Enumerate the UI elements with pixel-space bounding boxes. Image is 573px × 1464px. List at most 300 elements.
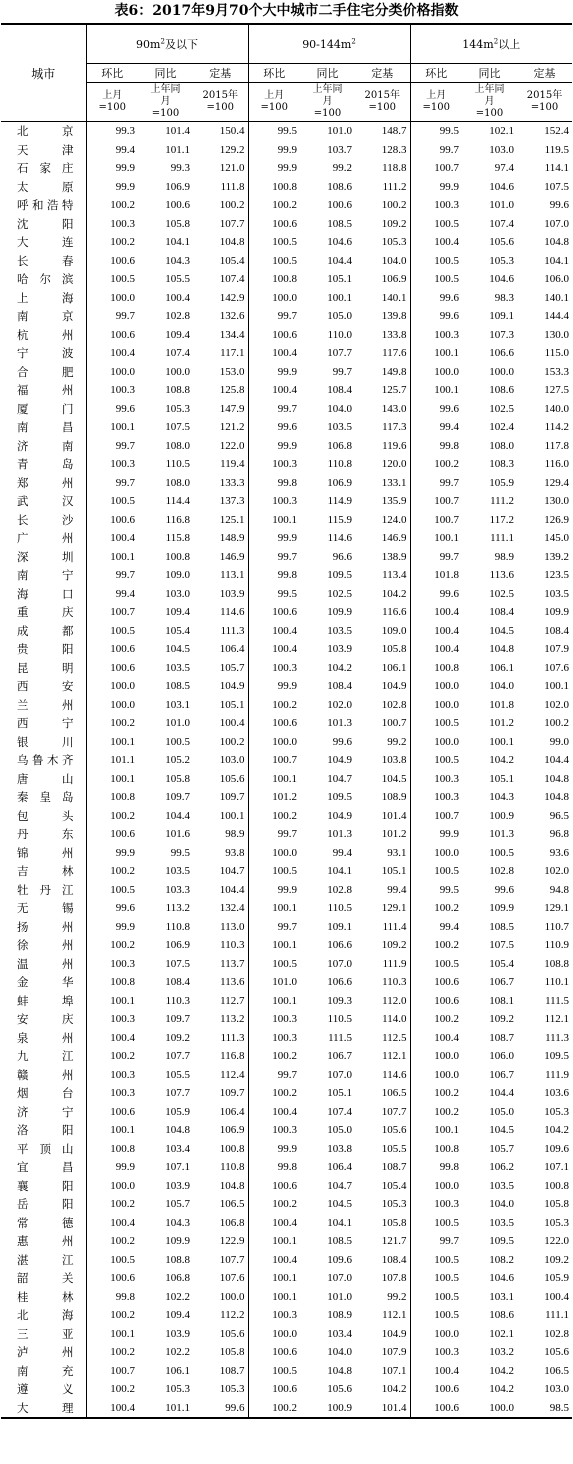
index-value: 99.4 — [410, 918, 462, 937]
index-value: 104.2 — [381, 1383, 407, 1396]
index-value: 106.1 — [165, 1364, 190, 1377]
index-value: 108.8 — [165, 1253, 190, 1266]
index-value: 100.3 — [86, 215, 138, 234]
index-value: 105.1 — [327, 1087, 352, 1100]
index-value: 109.4 — [165, 1309, 190, 1322]
index-value: 107.9 — [381, 1346, 407, 1359]
index-value: 100.4 — [410, 640, 462, 659]
index-value: 100.1 — [248, 1269, 300, 1288]
table-row — [1, 881, 572, 900]
index-value: 100.6 — [86, 825, 138, 844]
index-value: 104.2 — [544, 1124, 569, 1137]
city-name: 泉 州 — [17, 1030, 74, 1045]
index-value: 100.3 — [86, 455, 138, 474]
city-name: 银 川 — [17, 734, 74, 749]
index-value: 100.8 — [86, 973, 138, 992]
index-value: 106.1 — [381, 661, 407, 674]
index-value: 100.3 — [86, 955, 138, 974]
table-row — [1, 529, 572, 548]
index-value: 149.8 — [381, 365, 407, 378]
index-value: 105.9 — [544, 1272, 569, 1285]
index-value: 100.0 — [219, 1290, 245, 1303]
index-value: 100.4 — [86, 529, 138, 548]
index-value: 126.9 — [544, 513, 569, 526]
index-value: 101.3 — [327, 828, 352, 841]
index-value: 109.7 — [219, 791, 245, 804]
index-value: 107.1 — [544, 1161, 569, 1174]
index-value: 100.3 — [248, 659, 300, 678]
index-value: 103.8 — [327, 1142, 352, 1155]
city-name: 福 州 — [17, 383, 74, 398]
index-value: 122.0 — [544, 1235, 569, 1248]
index-value: 100.7 — [410, 492, 462, 511]
index-value: 124.0 — [381, 513, 407, 526]
index-value: 137.3 — [219, 495, 245, 508]
index-value: 110.3 — [382, 976, 407, 989]
index-value: 105.9 — [165, 1105, 190, 1118]
city-name: 桂 林 — [17, 1289, 74, 1304]
index-value: 119.4 — [220, 458, 245, 471]
index-value: 107.6 — [544, 661, 569, 674]
index-value: 99.3 — [86, 122, 138, 141]
index-value: 99.9 — [248, 437, 300, 456]
index-value: 112.1 — [544, 1013, 569, 1026]
index-value: 104.8 — [544, 236, 569, 249]
index-value: 104.5 — [165, 643, 190, 656]
index-value: 104.0 — [489, 680, 514, 693]
index-value: 109.2 — [381, 939, 407, 952]
index-value: 103.0 — [165, 587, 190, 600]
index-value: 99.6 — [410, 400, 462, 419]
base-period-header: 上年同 月 =100 — [462, 83, 517, 122]
index-value: 99.9 — [410, 825, 462, 844]
index-value: 99.4 — [86, 585, 138, 604]
city-name: 三 亚 — [17, 1326, 74, 1341]
index-value: 100.3 — [410, 788, 462, 807]
index-value: 142.9 — [219, 291, 245, 304]
index-value: 113.0 — [220, 920, 245, 933]
index-value: 100.1 — [248, 511, 300, 530]
table-row — [1, 215, 572, 234]
index-value: 99.6 — [193, 1399, 248, 1419]
index-value: 99.7 — [86, 307, 138, 326]
index-value: 100.2 — [86, 1232, 138, 1251]
index-value: 100.2 — [410, 455, 462, 474]
index-value: 93.8 — [225, 846, 245, 859]
table-row — [1, 1029, 572, 1048]
index-value: 108.0 — [165, 439, 190, 452]
index-value: 104.2 — [489, 1364, 514, 1377]
index-value: 100.2 — [219, 735, 245, 748]
index-value: 99.9 — [248, 1140, 300, 1159]
index-value: 108.2 — [489, 1253, 514, 1266]
index-value: 99.5 — [410, 881, 462, 900]
index-value: 117.1 — [220, 347, 245, 360]
index-value: 100.0 — [86, 363, 138, 382]
index-value: 99.5 — [410, 122, 462, 141]
index-value: 108.8 — [544, 957, 569, 970]
city-name: 蚌 埠 — [17, 993, 74, 1008]
table-row — [1, 381, 572, 400]
index-type-header: 定基 — [355, 64, 410, 83]
index-value: 100.2 — [219, 199, 245, 212]
index-value: 103.9 — [327, 643, 352, 656]
table-row — [1, 825, 572, 844]
table-row — [1, 788, 572, 807]
index-value: 99.7 — [248, 825, 300, 844]
index-value: 112.5 — [382, 1031, 407, 1044]
index-value: 100.5 — [248, 233, 300, 252]
index-value: 105.3 — [544, 1105, 569, 1118]
index-value: 103.6 — [544, 1087, 569, 1100]
index-value: 104.6 — [489, 273, 514, 286]
index-value: 105.8 — [165, 217, 190, 230]
index-value: 112.7 — [220, 994, 245, 1007]
index-value: 108.5 — [489, 920, 514, 933]
index-value: 104.8 — [327, 1364, 352, 1377]
index-value: 100.5 — [410, 955, 462, 974]
index-value: 100.4 — [248, 381, 300, 400]
index-value: 109.5 — [489, 1235, 514, 1248]
index-value: 102.5 — [489, 587, 514, 600]
city-name: 贵 阳 — [17, 642, 74, 657]
index-value: 107.5 — [165, 957, 190, 970]
index-value: 99.5 — [248, 585, 300, 604]
index-value: 105.8 — [381, 1216, 407, 1229]
city-name: 常 德 — [17, 1215, 74, 1230]
city-name: 南 京 — [17, 309, 74, 324]
index-value: 107.9 — [544, 643, 569, 656]
index-value: 107.7 — [219, 217, 245, 230]
index-value: 108.9 — [381, 791, 407, 804]
index-value: 107.7 — [381, 1105, 407, 1118]
index-value: 99.7 — [248, 548, 300, 567]
base-period-header: 2015年 =100 — [355, 83, 410, 122]
index-value: 100.5 — [410, 1269, 462, 1288]
index-value: 100.1 — [410, 381, 462, 400]
index-value: 108.9 — [327, 1309, 352, 1322]
index-value: 100.9 — [300, 1399, 355, 1419]
index-value: 106.1 — [489, 661, 514, 674]
index-value: 106.9 — [327, 476, 352, 489]
index-value: 130.0 — [544, 328, 569, 341]
index-value: 100.5 — [248, 955, 300, 974]
index-value: 112.2 — [220, 1309, 245, 1322]
table-row — [1, 289, 572, 308]
index-value: 108.6 — [327, 180, 352, 193]
table-row — [1, 511, 572, 530]
table-row — [1, 437, 572, 456]
index-value: 104.3 — [165, 1216, 190, 1229]
city-name: 武 汉 — [17, 494, 74, 509]
index-value: 104.4 — [165, 809, 190, 822]
base-period-header: 上月 =100 — [248, 83, 300, 122]
index-type-header: 环比 — [86, 64, 138, 83]
table-row — [1, 1010, 572, 1029]
index-value: 105.0 — [327, 1124, 352, 1137]
index-value: 122.9 — [219, 1235, 245, 1248]
city-name: 青 岛 — [17, 457, 74, 472]
index-value: 132.6 — [219, 310, 245, 323]
index-value: 144.4 — [544, 310, 569, 323]
index-value: 110.5 — [327, 902, 352, 915]
index-value: 102.1 — [489, 1327, 514, 1340]
group-header-medium: $90-144m^2$ — [248, 24, 410, 64]
index-value: 96.5 — [549, 809, 569, 822]
index-value: 103.4 — [165, 1142, 190, 1155]
index-value: 100.3 — [410, 1343, 462, 1362]
index-value: 108.4 — [327, 680, 352, 693]
table-row — [1, 548, 572, 567]
index-value: 105.3 — [489, 254, 514, 267]
index-value: 132.4 — [219, 902, 245, 915]
index-value: 104.2 — [489, 754, 514, 767]
city-name: 杭 州 — [17, 327, 74, 342]
table-row — [1, 400, 572, 419]
index-value: 100.6 — [248, 326, 300, 345]
index-value: 114.4 — [165, 495, 190, 508]
index-value: 99.6 — [86, 899, 138, 918]
index-value: 100.4 — [410, 1029, 462, 1048]
index-value: 99.7 — [248, 307, 300, 326]
index-value: 104.4 — [219, 883, 245, 896]
index-value: 100.6 — [165, 199, 190, 212]
index-value: 111.5 — [545, 994, 569, 1007]
table-row — [1, 973, 572, 992]
index-value: 106.0 — [544, 273, 569, 286]
index-value: 100.4 — [86, 344, 138, 363]
table-row — [1, 141, 572, 160]
index-value: 101.6 — [165, 828, 190, 841]
index-value: 104.4 — [327, 254, 352, 267]
index-value: 98.9 — [225, 828, 245, 841]
index-value: 100.4 — [410, 603, 462, 622]
index-value: 107.5 — [489, 939, 514, 952]
index-value: 99.8 — [248, 566, 300, 585]
index-value: 104.2 — [489, 1383, 514, 1396]
index-value: 99.9 — [410, 178, 462, 197]
index-value: 101.0 — [165, 717, 190, 730]
index-value: 103.5 — [165, 865, 190, 878]
city-name: 上 海 — [17, 290, 74, 305]
table-row — [1, 1362, 572, 1381]
index-value: 99.8 — [86, 1288, 138, 1307]
index-value: 108.4 — [165, 976, 190, 989]
index-value: 101.2 — [248, 788, 300, 807]
index-value: 108.5 — [165, 680, 190, 693]
group-header-large: $144m^2$以上 — [410, 24, 572, 64]
index-value: 100.5 — [410, 1251, 462, 1270]
group-header-small: $90m^2$及以下 — [86, 24, 248, 64]
index-value: 100.4 — [248, 1103, 300, 1122]
index-value: 103.5 — [165, 661, 190, 674]
city-name: 乌鲁木齐 — [17, 753, 74, 768]
table-row — [1, 566, 572, 585]
index-value: 117.3 — [382, 421, 407, 434]
index-value: 112.1 — [382, 1309, 407, 1322]
index-value: 101.0 — [489, 199, 514, 212]
index-value: 99.9 — [86, 1158, 138, 1177]
price-index-table — [1, 23, 572, 1419]
index-value: 113.2 — [165, 902, 190, 915]
index-value: 100.7 — [248, 751, 300, 770]
index-value: 107.4 — [165, 347, 190, 360]
city-name: 北 海 — [17, 1308, 74, 1323]
index-value: 100.1 — [410, 529, 462, 548]
index-value: 107.4 — [219, 273, 245, 286]
index-value: 100.1 — [248, 992, 300, 1011]
index-value: 100.3 — [410, 326, 462, 345]
index-value: 116.8 — [165, 513, 190, 526]
index-value: 100.6 — [248, 1177, 300, 1196]
index-value: 100.9 — [489, 809, 514, 822]
index-value: 108.0 — [165, 476, 190, 489]
city-name: 北 京 — [17, 124, 74, 139]
index-value: 99.7 — [86, 566, 138, 585]
index-value: 111.3 — [545, 1031, 569, 1044]
index-value: 104.7 — [327, 772, 352, 785]
city-name: 岳 阳 — [17, 1197, 74, 1212]
index-value: 103.5 — [327, 624, 352, 637]
index-value: 133.8 — [381, 328, 407, 341]
index-value: 100.6 — [410, 1380, 462, 1399]
index-value: 100.5 — [489, 846, 514, 859]
index-value: 100.2 — [248, 1195, 300, 1214]
index-value: 114.6 — [220, 606, 245, 619]
index-value: 99.4 — [86, 141, 138, 160]
index-value: 100.5 — [86, 622, 138, 641]
index-value: 121.2 — [219, 421, 245, 434]
index-value: 100.0 — [410, 1325, 462, 1344]
index-value: 109.7 — [165, 791, 190, 804]
index-value: 102.2 — [165, 1346, 190, 1359]
index-value: 102.8 — [489, 865, 514, 878]
index-value: 99.9 — [86, 178, 138, 197]
index-value: 100.7 — [410, 807, 462, 826]
index-value: 107.0 — [327, 1272, 352, 1285]
index-value: 102.8 — [544, 1327, 569, 1340]
city-name: 大 连 — [17, 235, 74, 250]
index-value: 107.0 — [327, 1068, 352, 1081]
index-type-header: 环比 — [410, 64, 462, 83]
index-value: 100.3 — [410, 770, 462, 789]
index-value: 100.3 — [86, 1010, 138, 1029]
index-value: 109.9 — [327, 606, 352, 619]
index-value: 150.4 — [219, 125, 245, 138]
index-value: 101.0 — [327, 1290, 352, 1303]
index-value: 99.7 — [410, 1232, 462, 1251]
index-value: 108.8 — [165, 384, 190, 397]
index-value: 100.1 — [248, 936, 300, 955]
index-value: 100.4 — [165, 291, 190, 304]
index-value: 99.8 — [248, 1158, 300, 1177]
index-value: 108.5 — [327, 1235, 352, 1248]
index-value: 110.3 — [165, 994, 190, 1007]
index-value: 109.5 — [544, 1050, 569, 1063]
city-name: 温 州 — [17, 956, 74, 971]
index-value: 103.0 — [219, 754, 245, 767]
index-value: 106.6 — [327, 976, 352, 989]
city-name: 赣 州 — [17, 1067, 74, 1082]
index-type-header: 定基 — [517, 64, 572, 83]
table-row — [1, 1177, 572, 1196]
base-period-header: 2015年 =100 — [517, 83, 572, 122]
index-value: 100.2 — [86, 1343, 138, 1362]
index-value: 104.4 — [489, 1087, 514, 1100]
index-value: 99.6 — [332, 735, 352, 748]
index-value: 100.2 — [248, 196, 300, 215]
index-value: 100.3 — [86, 1066, 138, 1085]
index-value: 100.5 — [86, 1251, 138, 1270]
index-value: 100.5 — [165, 735, 190, 748]
city-name: 牡丹江 — [17, 882, 74, 897]
index-value: 106.4 — [219, 1105, 245, 1118]
index-value: 100.5 — [248, 862, 300, 881]
table-row — [1, 733, 572, 752]
index-value: 100.2 — [86, 807, 138, 826]
table-row — [1, 1343, 572, 1362]
index-value: 106.2 — [489, 1161, 514, 1174]
index-value: 105.9 — [489, 476, 514, 489]
index-value: 105.7 — [489, 1142, 514, 1155]
index-value: 100.6 — [248, 1380, 300, 1399]
index-value: 99.6 — [248, 418, 300, 437]
index-value: 100.2 — [86, 233, 138, 252]
index-value: 133.1 — [381, 476, 407, 489]
index-value: 110.5 — [165, 458, 190, 471]
index-value: 100.2 — [86, 862, 138, 881]
index-value: 99.9 — [248, 881, 300, 900]
index-value: 100.5 — [86, 270, 138, 289]
city-name: 丹 东 — [17, 827, 74, 842]
index-value: 105.1 — [327, 273, 352, 286]
index-value: 108.3 — [489, 458, 514, 471]
index-value: 102.5 — [489, 402, 514, 415]
table-row — [1, 714, 572, 733]
index-value: 100.1 — [86, 1325, 138, 1344]
index-value: 100.1 — [248, 770, 300, 789]
index-value: 100.8 — [219, 1142, 245, 1155]
index-value: 103.1 — [489, 1290, 514, 1303]
index-value: 100.0 — [410, 1066, 462, 1085]
index-value: 104.8 — [544, 772, 569, 785]
index-value: 109.4 — [165, 606, 190, 619]
index-value: 114.2 — [544, 421, 569, 434]
index-value: 100.0 — [248, 733, 300, 752]
index-value: 109.0 — [381, 624, 407, 637]
index-value: 133.3 — [219, 476, 245, 489]
table-row — [1, 1269, 572, 1288]
index-value: 116.8 — [220, 1050, 245, 1063]
index-value: 105.4 — [165, 624, 190, 637]
index-value: 100.5 — [248, 1362, 300, 1381]
index-value: 100.8 — [86, 1140, 138, 1159]
index-value: 108.1 — [489, 994, 514, 1007]
index-value: 106.7 — [489, 1068, 514, 1081]
table-row — [1, 233, 572, 252]
index-value: 100.5 — [410, 714, 462, 733]
index-value: 100.0 — [410, 677, 462, 696]
index-value: 152.4 — [544, 125, 569, 138]
index-value: 99.6 — [410, 585, 462, 604]
index-value: 100.2 — [86, 936, 138, 955]
index-value: 105.3 — [165, 402, 190, 415]
index-value: 100.1 — [544, 680, 569, 693]
index-value: 104.2 — [381, 587, 407, 600]
index-value: 109.9 — [544, 606, 569, 619]
city-column-header: 城市 — [1, 24, 86, 122]
index-value: 104.0 — [327, 402, 352, 415]
